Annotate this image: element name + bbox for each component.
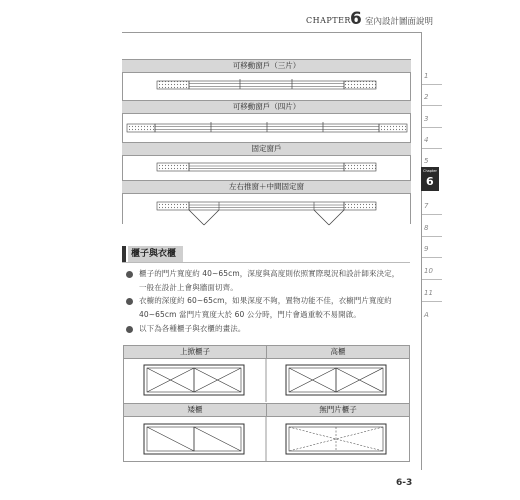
casement-fixed-window-symbol (157, 202, 376, 225)
low-cabinet-symbol (144, 424, 244, 454)
tab-9[interactable]: 9 (424, 245, 429, 253)
top-flip-cabinet-symbol (144, 365, 244, 395)
tall-cabinet-symbol (286, 365, 386, 395)
section-rule (122, 262, 410, 263)
tab-11[interactable]: 11 (424, 289, 433, 297)
caption-fixed-window: 固定窗戶 (122, 142, 411, 156)
section-marker (122, 246, 126, 262)
tab-divider (422, 105, 442, 106)
tab-divider (422, 301, 442, 302)
sliding-window-3-symbol (157, 79, 376, 89)
active-tab-caption: Chapter (423, 169, 437, 173)
tab-7[interactable]: 7 (424, 202, 429, 210)
tab-10[interactable]: 10 (424, 267, 433, 275)
fixed-window-symbol (157, 163, 376, 171)
caption-sliding-window-4: 可移動窗戶（四片） (122, 100, 411, 114)
label-low-cabinet: 矮櫃 (124, 403, 267, 417)
bullet-paragraph (139, 267, 411, 295)
label-open-cabinet: 無門片櫃子 (267, 403, 409, 417)
tab-1[interactable]: 1 (424, 72, 429, 80)
active-tab-number: 6 (426, 175, 434, 188)
page-number: 6-3 (396, 478, 413, 488)
bullet-line: 以下為各種櫃子與衣櫃的畫法。 (139, 324, 246, 333)
caption-sliding-window-3: 可移動窗戶（三片） (122, 59, 411, 73)
label-top-flip-cabinet: 上掀櫃子 (124, 346, 267, 359)
tab-6-active[interactable] (421, 167, 439, 191)
caption-casement-fixed-window: 左右推窗＋中間固定窗 (122, 180, 411, 194)
bullet-icon (126, 298, 133, 305)
chapter-number: 6 (350, 9, 362, 29)
open-cabinet-symbol (286, 424, 386, 454)
side-rule (421, 32, 422, 470)
header-rule (122, 32, 422, 33)
tab-5[interactable]: 5 (424, 157, 429, 165)
tab-3[interactable]: 3 (424, 115, 429, 123)
tab-divider (422, 257, 442, 258)
tab-8[interactable]: 8 (424, 224, 429, 232)
label-tall-cabinet: 高櫃 (267, 346, 409, 359)
bullet-icon (126, 326, 133, 333)
tab-divider (422, 214, 442, 215)
tab-divider (422, 148, 442, 149)
bullet-line: 櫃子的門片寬度約 40~65cm，深度與高度則依照實際現況和設計師來決定， (139, 269, 400, 278)
bullet-paragraph (139, 294, 411, 322)
bullet-icon (126, 271, 133, 278)
window-symbols-drawing (122, 59, 412, 229)
tab-4[interactable]: 4 (424, 136, 429, 144)
tab-divider (422, 236, 442, 237)
bullet-paragraph (139, 322, 411, 336)
tab-2[interactable]: 2 (424, 93, 429, 101)
tab-divider (422, 127, 442, 128)
tab-divider (422, 279, 442, 280)
chapter-title: 室內設計圖面說明 (365, 17, 434, 27)
bullet-line: 40~65cm 當門片寬度大於 60 公分時，門片會過重較不易開啟。 (139, 310, 361, 319)
sliding-window-4-symbol (127, 122, 407, 132)
tab-a[interactable]: A (424, 311, 429, 319)
tab-divider (422, 84, 442, 85)
section-title: 櫃子與衣櫃 (128, 246, 183, 262)
cabinet-symbols-drawing (123, 345, 410, 462)
bullet-line: 一般在設計上會與牆面切齊。 (139, 283, 238, 292)
chapter-label: CHAPTER (306, 16, 351, 25)
bullet-line: 衣櫥的深度約 60~65cm，如果深度不夠，置物功能不佳，衣櫥門片寬度約 (139, 296, 392, 305)
